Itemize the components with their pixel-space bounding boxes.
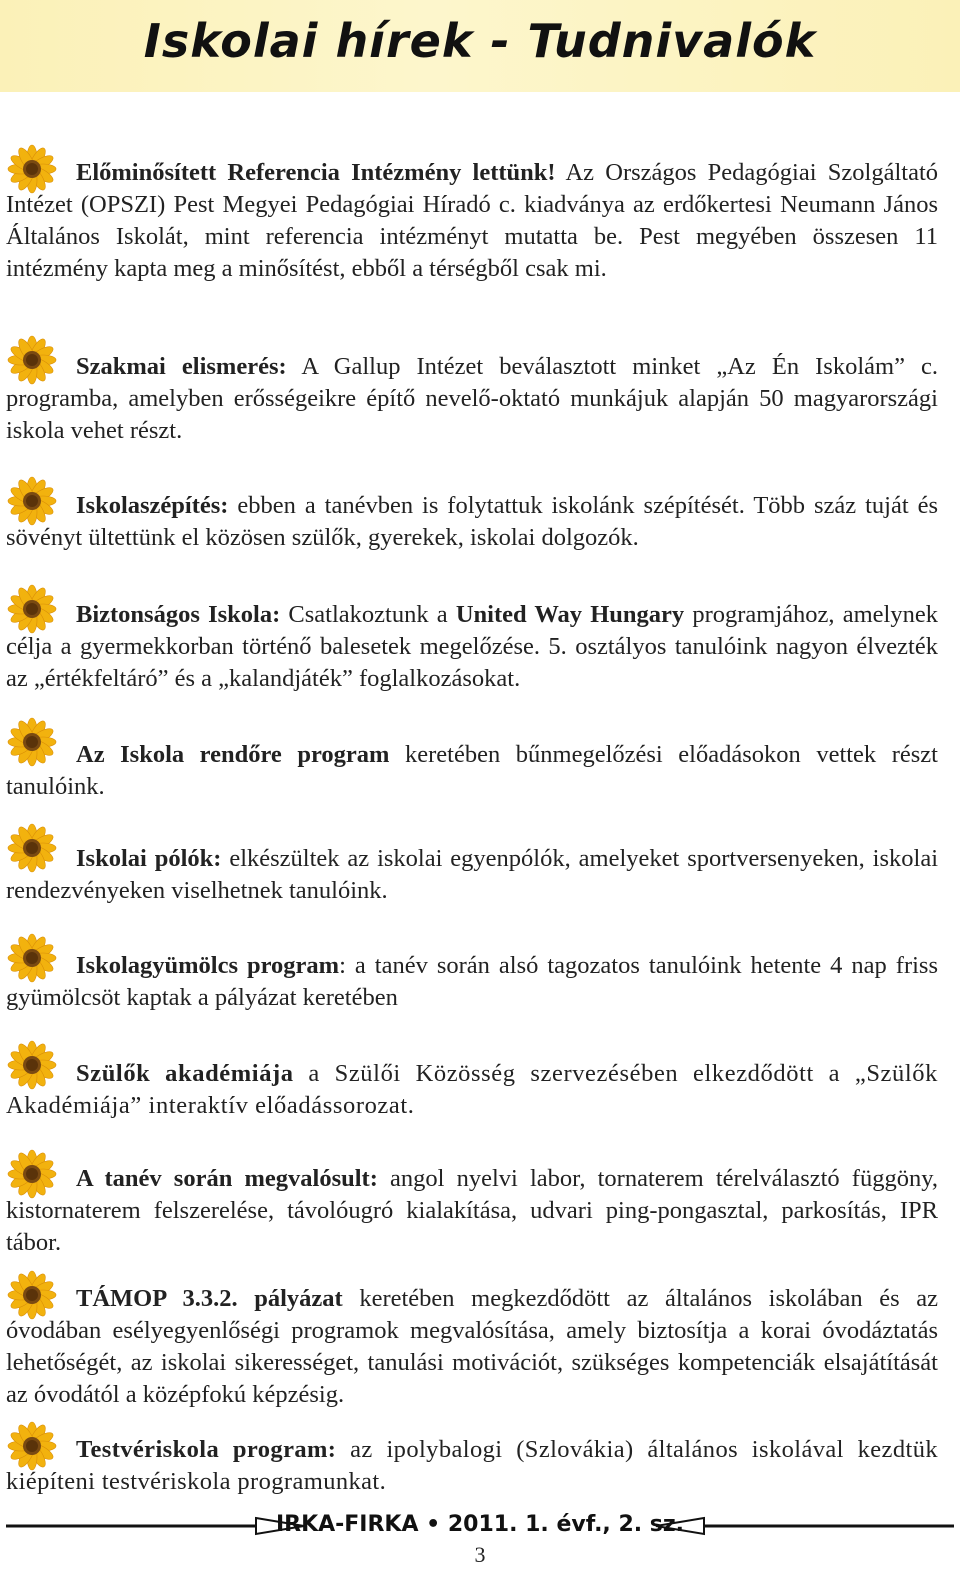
item-heading: Szülők akadémiája [76,1060,294,1087]
news-item-safe-school [6,599,938,695]
news-item-fruit-program [6,950,938,1014]
news-item-beautification [6,490,938,554]
item-heading: TÁMOP 3.3.2. pályázat [76,1285,343,1312]
item-heading: Iskolai pólók: [76,845,222,872]
item-heading-partner: United Way Hungary [455,601,685,628]
item-heading: Iskolaszépítés: [76,492,229,519]
news-item-recognition [6,351,938,447]
item-heading: Előminősített Referencia Intézmény lettünk! [76,159,556,186]
page-title: Iskolai hírek - Tudnivalók [143,14,817,68]
item-body: A Gallup Intézet beválasztott minket „Az Én Iskolám” c. programba, amelyben erősségeikre építő nevelő-oktató munkájuk alapján 50 magyarországi iskola vehet részt. [6,353,938,444]
news-item-sister-school [6,1434,938,1498]
item-body-rest: programjához, amelynek célja a gyermekkorban történő balesetek megelőzése. 5. osztályos tanulóink nagyon élvezték az „értékfeltáró” és a „kalandjáték” foglalkozásokat. [6,601,938,692]
item-body: Csatlakoztunk a [280,601,456,628]
item-heading: Az Iskola rendőre program [76,741,390,768]
item-body: elkészültek az iskolai egyenpólók, amelyeket sportversenyeken, iskolai rendezvényeken viselhetnek tanulóink. [6,845,938,904]
news-item-achievements [6,1163,938,1259]
item-heading: Iskolagyümölcs program [76,952,340,979]
item-body: ebben a tanévben is folytattuk iskolánk szépítését. Több száz tuját és sövényt ültettünk el közösen szülők, gyerekek, iskolai dolgozók. [6,492,938,551]
item-body: Az Országos Pedagógiai Szolgáltató Intézet (OPSZI) Pest Megyei Pedagógiai Híradó c. kiadványa az erdőkertesi Neumann János Általános Iskolát, mint referencia intézményt mutatta be. Pest megyében összesen 11 intézmény kapta meg a minősítést, ebből a térségből csak mi. [6,159,939,282]
item-body: keretében bűnmegelőzési előadásokon vettek részt tanulóink. [6,741,938,800]
page-number: 3 [474,1542,486,1567]
item-heading: Biztonságos Iskola: [76,601,281,628]
item-heading: Testvériskola program: [76,1436,337,1463]
news-item-parents-academy [6,1058,938,1122]
news-item-tamop [6,1283,938,1411]
item-body: keretében megkezdődött az általános iskolában és az óvodában esélyegyenlőségi programok megvalósítása, amely biztosítja a korai óvodáztatás lehetőségét, az iskolai sikerességet, tanulási motivációt, szükséges kompetenciák elsajátítását az óvodától a középfokú képzésig. [6,1285,938,1408]
news-item-police-program [6,739,938,803]
news-item-shirts [6,843,938,907]
news-item-rating [6,157,938,285]
item-body: a Szülői Közösség szervezésében elkezdődött a „Szülők Akadémiája” interaktív előadássorozat. [6,1060,938,1119]
item-body: : a tanév során alsó tagozatos tanulóink hetente 4 nap friss gyümölcsöt kaptak a pályázat keretében [6,952,938,1011]
item-heading: A tanév során megvalósult: [76,1165,378,1192]
footer-right-arrow [654,1514,954,1538]
item-body: az ipolybalogi (Szlovákia) általános iskolával kezdtük kiépíteni testvériskola programunkat. [6,1436,938,1495]
item-heading: Szakmai elismerés: [76,353,287,380]
item-body: angol nyelvi labor, tornaterem térelválasztó függöny, kistornaterem felszerelése, távolóugró kialakítása, udvari ping-pongasztal, parkosítás, IPR tábor. [6,1165,938,1256]
footer-publication: IRKA-FIRKA • 2011. 1. évf., 2. sz. [275,1512,685,1537]
